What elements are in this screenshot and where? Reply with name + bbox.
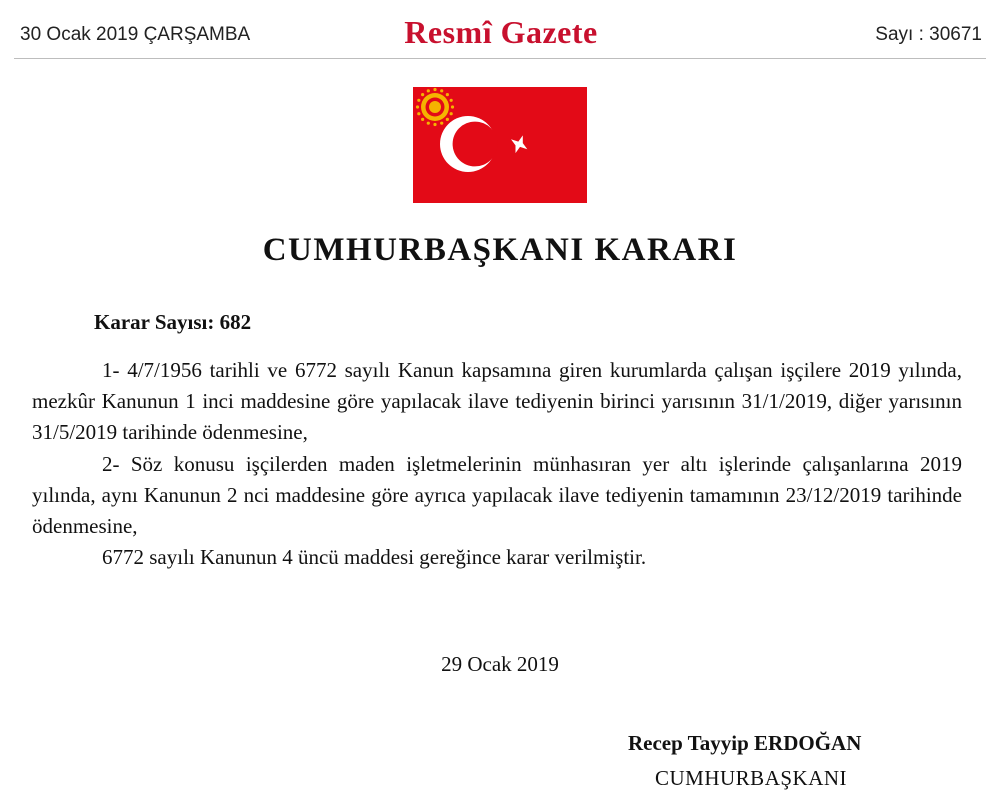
presidential-seal-icon	[416, 88, 454, 126]
seal-star	[446, 93, 449, 96]
seal-star	[417, 112, 420, 115]
seal-star	[416, 105, 419, 108]
document-title: CUMHURBAŞKANI KARARI	[262, 232, 738, 268]
crescent-inner	[453, 122, 498, 167]
paragraph-2: 2- Söz konusu işçilerden maden işletmelerinin münhasıran yer altı işlerinde çalışanlarına 2019 yılında, aynı Kanunun 2 nci maddesine göre ayrıca yapılacak ilave tediyenin tamamının 23/12/2019 tarihinde ödenmesine,	[32, 451, 962, 539]
signatory-name: Recep Tayyip ERDOĞAN	[628, 731, 862, 755]
header-divider	[14, 58, 986, 59]
seal-star	[446, 118, 449, 121]
issue-number: Sayı : 30671	[875, 24, 982, 45]
seal-star	[450, 99, 453, 102]
issue-date: 30 Ocak 2019 ÇARŞAMBA	[20, 24, 251, 45]
seal-star	[427, 122, 430, 125]
gazette-name: Resmî Gazete	[404, 14, 598, 50]
seal-star	[421, 118, 424, 121]
decision-date: 29 Ocak 2019	[441, 652, 559, 676]
gazette-masthead	[18, 14, 984, 54]
seal-star	[440, 122, 443, 125]
seal-star	[450, 112, 453, 115]
decision-body	[32, 355, 962, 573]
paragraph-3: 6772 sayılı Kanunun 4 üncü maddesi gereğince karar verilmiştir.	[102, 545, 647, 570]
seal-star	[417, 99, 420, 102]
seal-star	[421, 93, 424, 96]
decision-number: Karar Sayısı: 682	[94, 310, 252, 334]
seal-star	[440, 89, 443, 92]
seal-star	[451, 105, 454, 108]
seal-star	[433, 88, 436, 91]
paragraph-1: 1- 4/7/1956 tarihli ve 6772 sayılı Kanun kapsamına giren kurumlarda çalışan işçilere 2019 yılında, mezkûr Kanunun 1 inci maddesine göre yapılacak ilave tediyenin birinci yarısının 31/1/2019, diğer yarısının 31/5/2019 tarihinde ödenmesine,	[32, 358, 962, 445]
signatory-title: CUMHURBAŞKANI	[655, 766, 848, 790]
turkish-flag-icon	[413, 87, 587, 203]
seal-star	[433, 123, 436, 126]
seal-star	[427, 89, 430, 92]
